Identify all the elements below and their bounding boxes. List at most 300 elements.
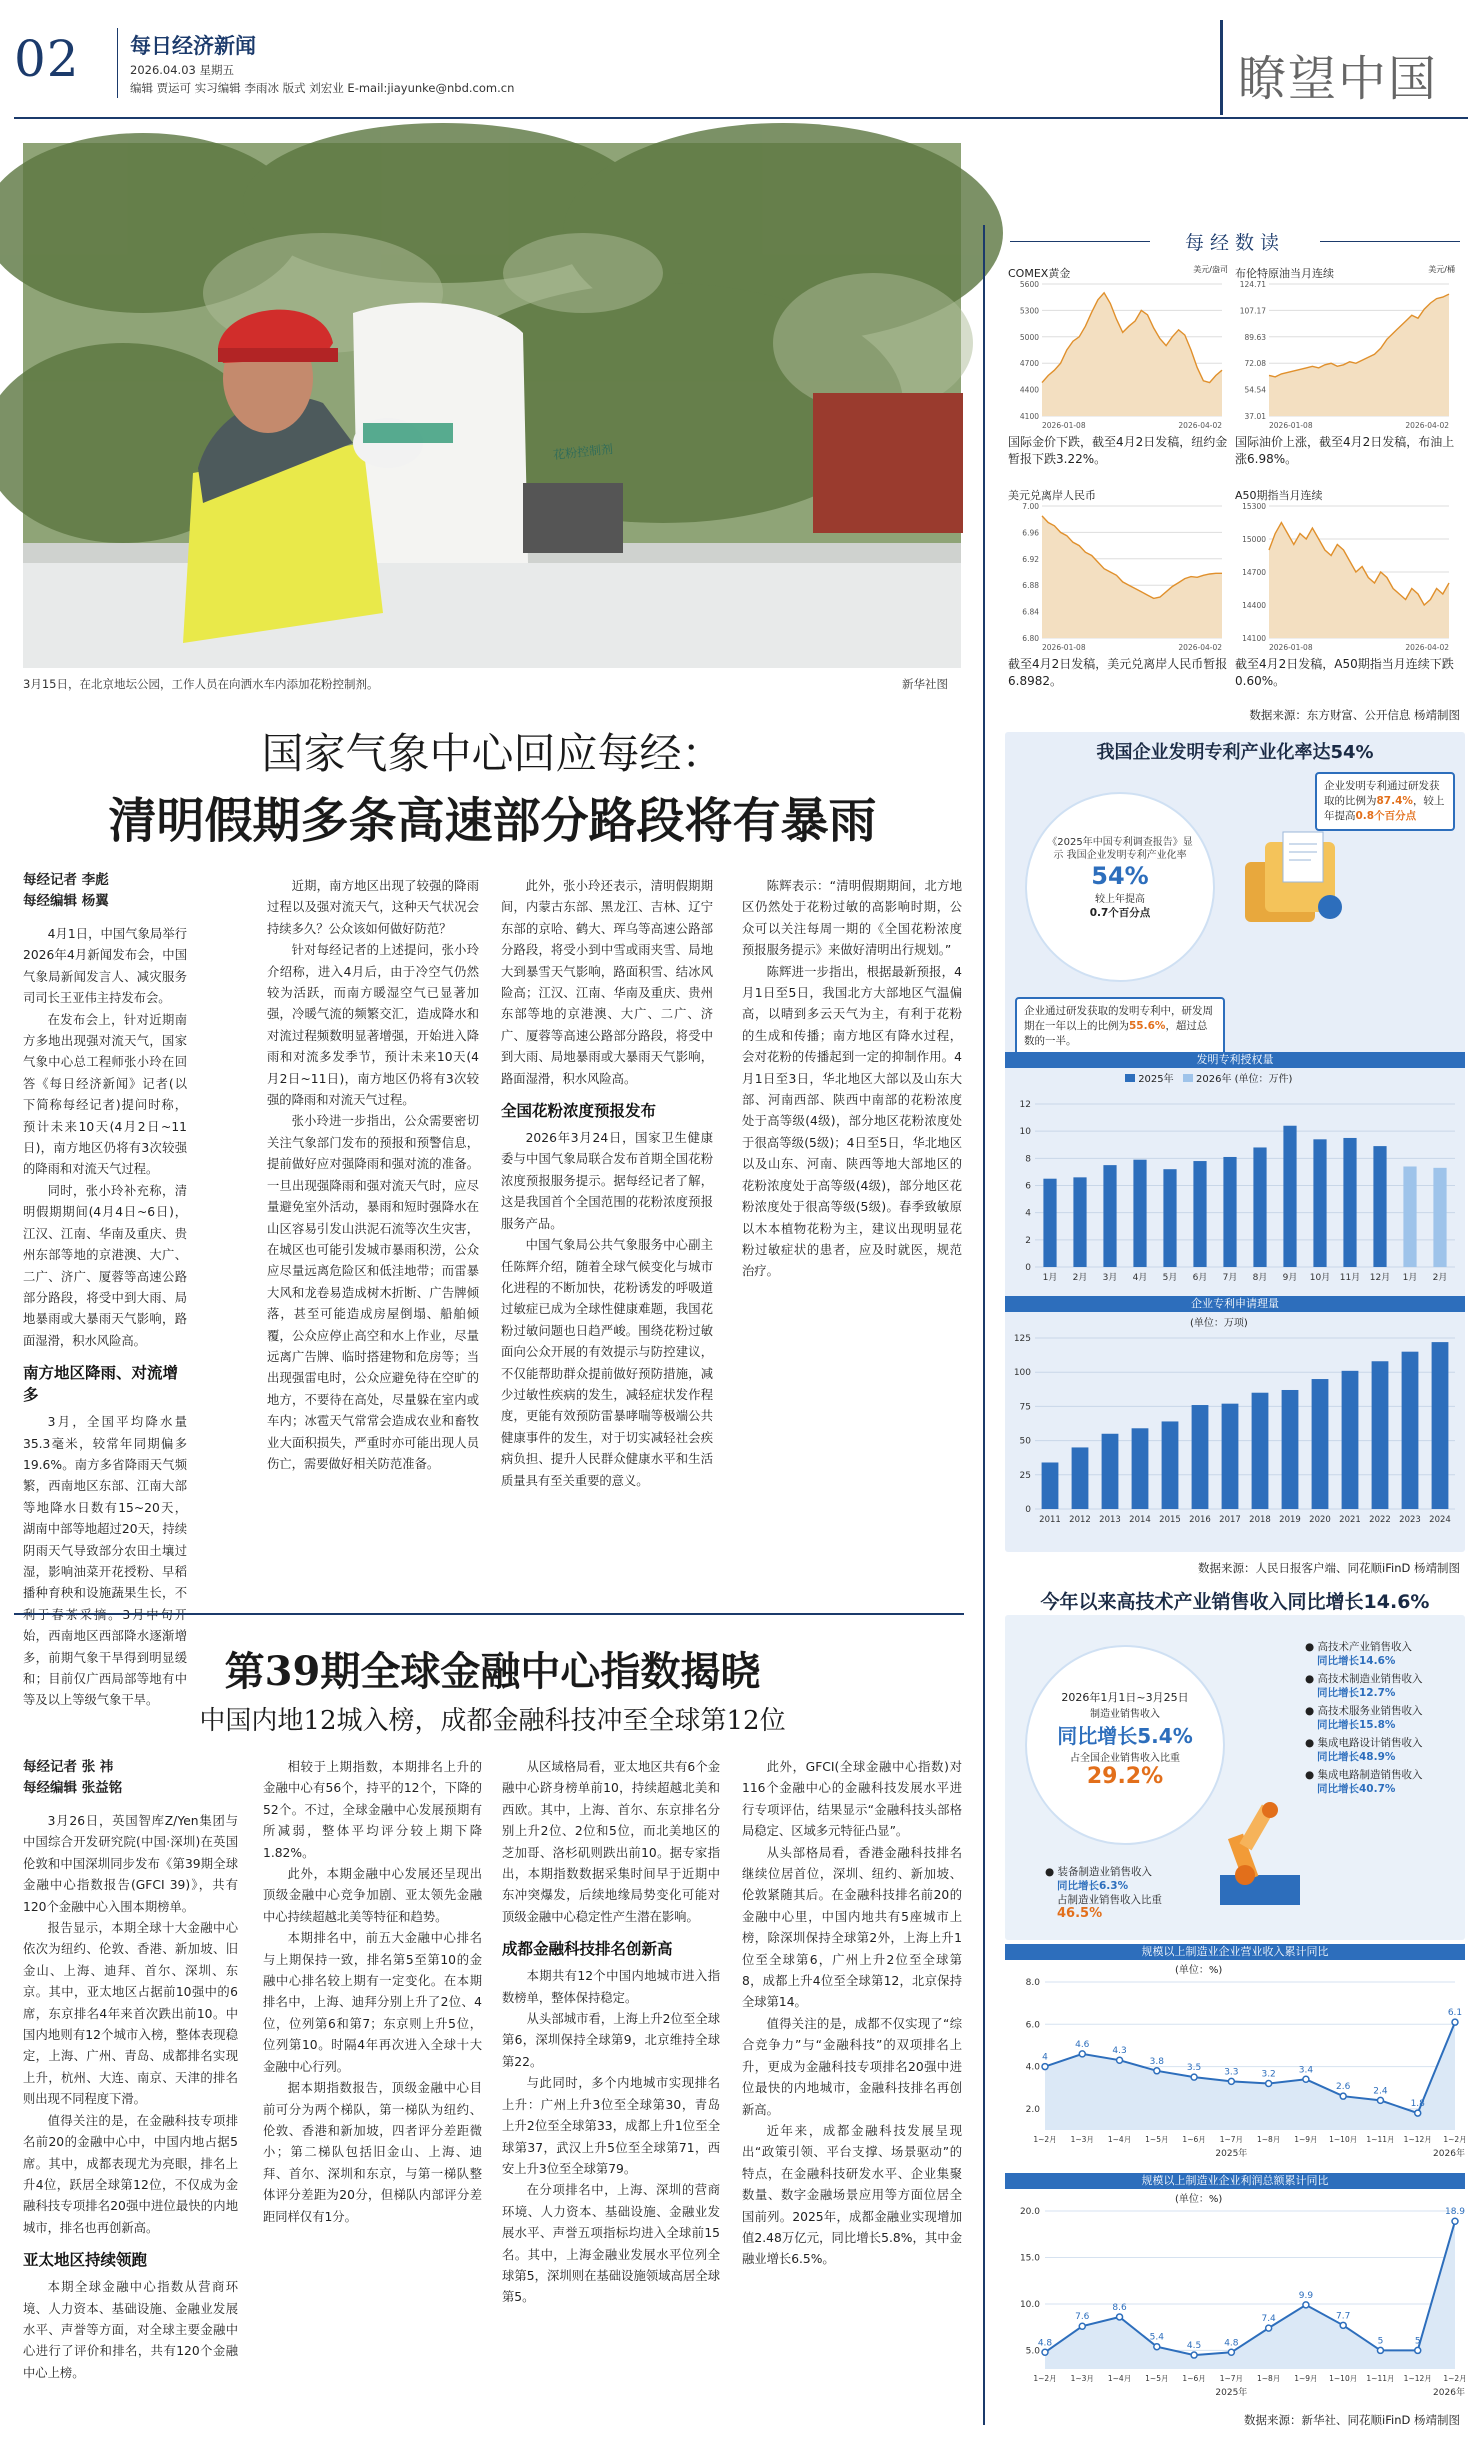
- x-tick-label: 2026-01-08: [1269, 643, 1313, 652]
- story2-para: 报告显示，本期全球十大金融中心依次为纽约、伦敦、香港、新加坡、旧金山、上海、迪拜、首尔、深圳、东京。其中，亚太地区占据前10强中的6席，东京排名4年来首次跌出前10。中国内地则有12个城市入榜，整体表现稳定，上海、广州、青岛、成都排名实现上升，杭州、大连、南京、天津的排名则出现不同程度下滑。: [23, 1921, 238, 2107]
- data-point: [1191, 2074, 1197, 2080]
- x-tick-label: 1月: [1042, 1273, 1058, 1283]
- bubble1-text-2: ，较上年提高: [1324, 795, 1445, 822]
- bar: [1223, 1157, 1236, 1267]
- series-area: [1042, 293, 1222, 416]
- tick-label: 15300: [1242, 502, 1266, 511]
- hitech-list: [1305, 1640, 1460, 1800]
- equip-share: 46.5%: [1057, 1906, 1103, 1921]
- x-tick-label: 1~10月: [1329, 2135, 1358, 2144]
- patent-title: 我国企业发明专利产业化率达54%: [1096, 742, 1374, 763]
- bar: [1222, 1404, 1239, 1509]
- story1-para: 中国气象局公共气象服务中心副主任陈辉介绍，随着全球气候变化与城市化进程的不断加快，花粉诱发的呼吸道过敏症已成为全球性健康难题，我国花粉过敏问题也日趋严峻。围绕花粉过敏面向公众开展的有效提示与防控建议，不仅能帮助群众提前做好预防措施，减少过敏性疾病的发生，减轻症状发作程度，更能有效预防雷暴哮喘等极端公共健康事件的发生，对于切实减轻社会疾病负担、提升人民群众健康水平和生活质量具有至关重要的意义。: [501, 1238, 713, 1488]
- mini-chart-a50: [1235, 484, 1455, 694]
- x-tick-label: 2月: [1072, 1273, 1088, 1283]
- hitech-item: ● 集成电路设计销售收入 同比增长48.9%: [1305, 1737, 1423, 1763]
- data-label: 18.9: [1444, 2207, 1466, 2218]
- x-tick-label: 2月: [1432, 1273, 1448, 1283]
- x-tick-label: 8月: [1252, 1273, 1268, 1283]
- x-tick-label: 1~11月: [1366, 2374, 1395, 2383]
- story1-headline-2: 清明假期多条高速部分路段将有暴雨: [108, 793, 877, 849]
- x-tick-label: 2022: [1369, 1515, 1391, 1525]
- x-tick-label: 1~2月: [1443, 2135, 1467, 2144]
- data-label: 3.5: [1186, 2063, 1202, 2074]
- series-area: [1045, 2221, 1455, 2369]
- bar: [1312, 1379, 1329, 1509]
- data-point: [1228, 2078, 1234, 2084]
- year-label: 2025年: [1215, 2388, 1248, 2398]
- header-rule: [14, 117, 1468, 119]
- bar: [1313, 1139, 1326, 1267]
- chart-patent-unit: (单位：万件): [1234, 1074, 1293, 1085]
- bar: [1343, 1138, 1356, 1267]
- patent-report: 《2025年中国专利调查报告》显示 我国企业发明专利产业化率: [1047, 837, 1193, 861]
- x-tick-label: 1~9月: [1294, 2135, 1318, 2144]
- data-label: 4.3: [1112, 2046, 1127, 2057]
- patent-panel: [1005, 732, 1465, 1552]
- hitech-title: 今年以来高技术产业销售收入同比增长14.6%: [1040, 1591, 1430, 1613]
- chart-profit-svg: [1005, 2197, 1465, 2407]
- chart-patent-title: 发明专利授权量: [1005, 1052, 1465, 1068]
- hitech-item-name: 高技术服务业销售收入: [1317, 1705, 1423, 1717]
- hitech-label-1: 制造业销售收入: [1090, 1709, 1160, 1720]
- tick-label: 100: [1013, 1368, 1031, 1379]
- bar: [1252, 1393, 1269, 1509]
- story1-col3: [501, 876, 713, 1605]
- tick-label: 20.0: [1019, 2207, 1040, 2217]
- data-point: [1117, 2314, 1123, 2320]
- story2-para: 从区域格局看，亚太地区共有6个金融中心跻身榜单前10，持续超越北美和西欧。其中，上海、首尔、东京排名分别上升2位、2位和5位，而北美地区的芝加哥、洛杉矶则跌出前10。据专家指出，本期指数数据采集时间早于近期中东冲突爆发，后续地缘局势变化可能对顶级金融中心稳定性产生潜在影响。: [502, 1760, 720, 1924]
- story2-reporter: 每经记者 张 祎: [23, 1759, 114, 1775]
- hitech-item-growth: 同比增长12.7%: [1317, 1687, 1396, 1699]
- bar: [1283, 1126, 1296, 1267]
- tick-label: 107.17: [1239, 306, 1266, 316]
- tick-label: 12: [1019, 1100, 1031, 1110]
- bar: [1162, 1421, 1179, 1509]
- mini-chart-brent: [1235, 262, 1455, 472]
- story1-para: 针对每经记者的上述提问，张小玲介绍称，进入4月后，由于冷空气仍然较为活跃，而南方暖湿空气已显著加强，冷暖气流的频繁交汇，造成降水和对流过程频数明显著增强，开始进入降雨和对流多发季节，预计未来10天(4月2日~11日)，南方地区仍将有3次较强的降雨和对流天气过程。: [267, 943, 479, 1108]
- data-point: [1452, 2218, 1458, 2224]
- mini-chart-caption: 国际油价上涨，截至4月2日发稿，布油上涨6.98%。: [1235, 435, 1455, 466]
- data-label: 4.5: [1186, 2341, 1202, 2352]
- robot-illustration: [1205, 1765, 1315, 1915]
- hitech-item: ● 高技术产业销售收入 同比增长14.6%: [1305, 1641, 1412, 1667]
- story2-para: 本期全球金融中心指数从营商环境、人力资本、基础设施、金融业发展水平、声誉等方面，对全球主要金融中心进行了评价和排名，共有120个金融中心上榜。: [23, 2280, 238, 2380]
- story2-col3: [502, 1757, 720, 2437]
- story1-para: 3月，全国平均降水量35.3毫米，较常年同期偏多19.6%。南方多省降雨天气频繁，西南地区东部、江南大部等地降水日数有15~20天，湖南中部等地超过20天，持续阴雨天气导致部分农田土壤过湿，影响油菜开花授粉、早稻播种育秧和设施蔬果生长，不 始，西南地区西部降水逐渐增多，前期气象干旱得到明显缓和；目前仅广西局部等地有中等及以上等级气象干旱。: [23, 1415, 187, 1708]
- data-point: [1303, 2076, 1309, 2082]
- data-point: [1079, 2323, 1085, 2329]
- tick-label: 6: [1025, 1181, 1031, 1192]
- x-tick-label: 2011: [1039, 1515, 1061, 1525]
- tick-label: 5.0: [1025, 2346, 1040, 2357]
- data-label: 5.4: [1149, 2332, 1164, 2343]
- tick-label: 6.88: [1022, 581, 1039, 591]
- bar: [1433, 1168, 1446, 1267]
- x-tick-label: 2026-01-08: [1269, 421, 1313, 430]
- story1-para: 2026年3月24日，国家卫生健康委与中国气象局联合发布首期全国花粉浓度预报服务提示。据每经记者了解，这是我国首个全国范围的花粉浓度预报服务产品。: [501, 1131, 713, 1231]
- hitech-item: ● 集成电路制造销售收入 同比增长40.7%: [1305, 1769, 1423, 1795]
- data-point: [1117, 2057, 1123, 2063]
- editor-credits: 编辑 贾运可 实习编辑 李雨冰 版式 刘宏业 E-mail:jiayunke@nbd.com.cn: [130, 81, 515, 95]
- tick-label: 50: [1019, 1436, 1031, 1447]
- patent-rate-note2: 0.7个百分点: [1089, 907, 1151, 919]
- hitech-item-growth: 同比增长48.9%: [1317, 1751, 1396, 1763]
- data-label: 3.4: [1298, 2065, 1314, 2076]
- patent-bubble-2: [1015, 997, 1225, 1056]
- year-label: 2026年: [1433, 2388, 1465, 2398]
- x-tick-label: 2017: [1219, 1515, 1241, 1525]
- x-tick-label: 1~7月: [1219, 2135, 1244, 2144]
- story1-para: 4月1日，中国气象局举行2026年4月新闻发布会，中国气象局新闻发言人、减灾服务司司长王亚伟主持发布会。: [23, 927, 187, 1006]
- x-tick-label: 2026-04-02: [1178, 643, 1222, 652]
- title-rule-right: [1320, 241, 1460, 242]
- story2-para: 据本期指数报告，顶级金融中心目前可分为两个梯队，第一梯队为纽约、伦敦、香港和新加坡，四者评分差距微小；第二梯队包括旧金山、上海、迪拜、首尔、深圳和东京，与第一梯队整体评分差距为20分，但梯队内部评分差距同样仅有1分。: [263, 2081, 482, 2224]
- patent-bubble-1: [1315, 772, 1455, 831]
- hitech-item: ● 高技术制造业销售收入 同比增长12.7%: [1305, 1673, 1423, 1699]
- hitech-item-growth: 同比增长14.6%: [1317, 1655, 1396, 1667]
- x-tick-label: 2012: [1069, 1515, 1091, 1525]
- story2-para: 近年来，成都金融科技发展呈现出“政策引领、平台支撑、场景驱动”的特点，在金融科技研发水平、企业集聚数量、数字金融场景应用等方面位居全国前列。2025年，成都金融业实现增加值2.48万亿元，同比增长5.8%，其中金融业增长6.5%。: [742, 2123, 962, 2267]
- chart-rev-title: 规模以上制造业企业营业收入累计同比: [1005, 1944, 1465, 1960]
- chart-rev-unit: (单位：%): [1175, 1965, 1223, 1976]
- mini-chart-title: 美元兑离岸人民币: [1008, 489, 1096, 502]
- tank-label: 花粉控制剂: [552, 441, 614, 463]
- data-label: 4.8: [1224, 2338, 1239, 2349]
- tick-label: 14100: [1242, 634, 1266, 643]
- chart-apply-svg: [1005, 1324, 1465, 1534]
- bar: [1403, 1166, 1416, 1267]
- story1-para: 陈辉进一步指出，根据最新预报，4月1日至5日，我国北方大部地区气温偏高，以晴到多云天气为主，有利于花粉的生成和传播；南方地区有降水过程，会对花粉的传播起到一定的抑制作用。4月1日至3日，华北地区大部以及山东大部、河南西部、陕西中南部的花粉浓度处于高等级(4级)，部分地区花粉浓度处于很高等级(5级)；4日至5日，华北地区以及山东、河南、陕西等地大部地区的花粉浓度处于高等级(4级)，部分地区花粉浓度处于很高等级(5级)。春季致敏原以木本植物花粉为主，建议出现明显花粉过敏症状的患者，应及时就医，规范治疗。: [742, 964, 962, 1279]
- tick-label: 7.00: [1022, 502, 1039, 511]
- tick-label: 6.92: [1022, 554, 1039, 564]
- data-label: 9.9: [1298, 2290, 1314, 2301]
- data-label: 8.6: [1112, 2302, 1127, 2313]
- tick-label: 25: [1019, 1470, 1031, 1481]
- tick-label: 4.0: [1025, 2062, 1040, 2073]
- hitech-item-growth: 同比增长15.8%: [1317, 1719, 1396, 1731]
- header-divider: [117, 28, 118, 98]
- x-tick-label: 2026-04-02: [1405, 421, 1449, 430]
- x-tick-label: 1~10月: [1329, 2374, 1358, 2383]
- tick-label: 89.63: [1244, 332, 1266, 342]
- tick-label: 4100: [1019, 412, 1039, 421]
- hitech-growth: 同比增长5.4%: [1057, 1724, 1193, 1748]
- tick-label: 124.71: [1239, 280, 1266, 289]
- x-tick-label: 1~8月: [1256, 2135, 1281, 2144]
- source-note-2: 数据来源：人民日报客户端、同花顺iFinD 杨靖制图: [1198, 1561, 1460, 1575]
- x-tick-label: 2018: [1249, 1515, 1271, 1525]
- data-label: 2.4: [1373, 2086, 1388, 2097]
- x-tick-label: 5月: [1162, 1273, 1178, 1283]
- bubble2-text: 企业通过研发获取的发明专利中，研发周期在一年以上的比例为: [1024, 1005, 1213, 1032]
- x-tick-label: 1~5月: [1145, 2135, 1169, 2144]
- tick-label: 0: [1025, 1505, 1031, 1515]
- bar: [1253, 1147, 1266, 1267]
- mini-chart-title: A50期指当月连续: [1235, 489, 1323, 502]
- data-point: [1266, 2080, 1272, 2086]
- data-label: 5: [1414, 2336, 1421, 2347]
- x-tick-label: 10月: [1309, 1273, 1331, 1283]
- bar: [1193, 1161, 1206, 1267]
- story2-col2: [263, 1757, 482, 2437]
- data-point: [1154, 2068, 1160, 2074]
- bar: [1192, 1405, 1209, 1509]
- mini-chart-title: 布伦特原油当月连续: [1235, 267, 1334, 280]
- x-tick-label: 2021: [1339, 1515, 1361, 1525]
- data-label: 2.6: [1336, 2082, 1351, 2093]
- data-point: [1452, 2019, 1458, 2025]
- story1-col2: [267, 876, 479, 1605]
- tick-label: 6.80: [1022, 634, 1039, 643]
- story2-subheadline: 中国内地12城入榜，成都金融科技冲至全球第12位: [199, 1706, 786, 1736]
- paper-name: 每日经济新闻: [130, 33, 256, 58]
- tick-label: 14400: [1242, 601, 1266, 610]
- tick-label: 15.0: [1019, 2253, 1040, 2264]
- data-label: 3.8: [1149, 2056, 1164, 2067]
- patent-illustration: [1235, 822, 1355, 932]
- data-point: [1266, 2325, 1272, 2331]
- section-bar: [1220, 20, 1223, 115]
- story2-editor: 每经编辑 张益铭: [23, 1780, 123, 1796]
- story2-para: 与此同时，多个内地城市实现排名上升：广州上升3位至全球第30，青岛上升2位至全球第33，成都上升1位至全球第37，武汉上升5位至全球第71，西安上升3位至全球第79。: [502, 2076, 720, 2176]
- story1-subhead-1: 南方地区降雨、对流增多: [23, 1364, 179, 1405]
- data-label: 4: [1042, 2052, 1048, 2063]
- bubble2-text-2: ，超过总数的一半。: [1024, 1020, 1208, 1047]
- story1-col1: [23, 870, 187, 1708]
- x-tick-label: 1~11月: [1366, 2135, 1395, 2144]
- mini-chart-title: COMEX黄金: [1008, 267, 1071, 280]
- patent-rate-note1: 较上年提高: [1095, 894, 1145, 905]
- bar: [1373, 1146, 1386, 1267]
- x-tick-label: 2013: [1099, 1515, 1121, 1525]
- tick-label: 4700: [1019, 359, 1039, 369]
- story2-para: 从头部格局看，香港金融科技排名继续位居首位，深圳、纽约、新加坡、伦敦紧随其后。在金融科技排名前20的金融中心里，中国内地共有5座城市上榜，除深圳保持全球第2外，上海上升1位至全球第6，广州上升2位至全球第8，成都上升4位至全球第12，北京保持全球第14。: [742, 1845, 962, 2010]
- story1-subhead-2: 全国花粉浓度预报发布: [501, 1102, 657, 1121]
- x-tick-label: 1~4月: [1107, 2374, 1132, 2383]
- chart-profit-unit: (单位：%): [1175, 2194, 1223, 2205]
- story1-para: 此外，张小玲还表示，清明假期期间，内蒙古东部、黑龙江、吉林、辽宁东部的京哈、鹤大、珲乌等高速公路部分路段，将受小到中雪或雨夹雪、局地大到暴雪天气影响，路面积雪、结冰风险高；江汉、江南、华南及重庆、贵州东部等地的京港澳、大广、二广、济广、厦蓉等高速公路部分路段，将受中到大雨、局地暴雨或大暴雨天气影响，路面湿滑，积水风险高。: [501, 879, 713, 1086]
- data-point: [1340, 2093, 1346, 2099]
- year-label: 2026年: [1433, 2149, 1465, 2159]
- equip-share-label: 占制造业销售收入比重: [1057, 1894, 1162, 1906]
- bubble1-text: 企业发明专利通过研发获取的比例为: [1324, 780, 1440, 807]
- bar: [1103, 1165, 1116, 1267]
- tick-label: 37.01: [1244, 412, 1266, 421]
- tick-label: 4400: [1019, 385, 1039, 395]
- x-tick-label: 1~8月: [1256, 2374, 1281, 2383]
- x-tick-label: 9月: [1282, 1273, 1298, 1283]
- chart-patent-svg: [1005, 1082, 1465, 1292]
- bubble2-value: 55.6%: [1129, 1020, 1166, 1032]
- source-note-3: 数据来源：新华社、同花顺iFinD 杨靖制图: [1244, 2413, 1460, 2427]
- story1-col4: [742, 876, 962, 1605]
- mini-chart-unit: 美元/桶: [1428, 265, 1455, 274]
- data-point: [1377, 2347, 1383, 2353]
- bar: [1282, 1390, 1299, 1509]
- x-tick-label: 2019: [1279, 1515, 1301, 1525]
- story2-para: 值得关注的是，在金融科技专项排名前20的金融中心中，中国内地占据5席。其中，成都表现尤为亮眼，排名上升4位，跃居全球第12位，不仅成为金融科技专项排名20强中进位最快的内地城市，排名也再创新高。: [23, 2113, 238, 2235]
- story1-headline-1: 国家气象中心回应每经：: [261, 729, 724, 778]
- story2-para: 本期共有12个中国内地城市进入指数榜单，整体保持稳定。: [502, 1969, 720, 2005]
- tick-label: 5300: [1019, 306, 1039, 316]
- data-point: [1377, 2097, 1383, 2103]
- tick-label: 10: [1019, 1127, 1031, 1138]
- x-tick-label: 1~3月: [1070, 2135, 1094, 2144]
- tick-label: 125: [1013, 1334, 1031, 1344]
- x-tick-label: 1月: [1402, 1273, 1418, 1283]
- tick-label: 6.0: [1025, 2020, 1040, 2031]
- tick-label: 72.08: [1244, 359, 1266, 369]
- data-label: 7.6: [1075, 2312, 1090, 2323]
- story2-col4: [742, 1757, 962, 2437]
- mini-chart-gold: [1008, 262, 1228, 472]
- photo-caption: 3月15日，在北京地坛公园，工作人员在向洒水车内添加花粉控制剂。: [23, 677, 379, 691]
- story1-para: 近期，南方地区出现了较强的降雨过程以及强对流天气，这种天气状况会持续多久？公众该如何做好防范？: [267, 879, 479, 936]
- photo-credit: 新华社图: [902, 677, 948, 691]
- bar: [1072, 1447, 1089, 1509]
- tick-label: 8.0: [1025, 1978, 1040, 1988]
- hitech-circle: [1025, 1645, 1225, 1845]
- data-point: [1340, 2322, 1346, 2328]
- equip-growth: 同比增长6.3%: [1057, 1880, 1129, 1892]
- story2-headline: 第39期全球金融中心指数揭晓: [224, 1648, 761, 1695]
- tick-label: 4: [1025, 1208, 1031, 1219]
- bar: [1042, 1462, 1059, 1509]
- data-point: [1415, 2110, 1421, 2116]
- story2-para: 在分项排名中，上海、深圳的营商环境、人力资本、基础设施、金融业发展水平、声誉五项指标均进入全球前15名。其中，上海金融业发展水平位列全球第5，深圳则在基础设施领域高居全球第5。: [502, 2183, 720, 2305]
- data-point: [1042, 2064, 1048, 2070]
- data-point: [1228, 2349, 1234, 2355]
- bar: [1133, 1160, 1146, 1267]
- mini-chart-unit: 美元/盎司: [1193, 265, 1228, 274]
- x-tick-label: 2026-01-08: [1042, 421, 1086, 430]
- tick-label: 15000: [1242, 535, 1266, 544]
- series-area: [1045, 2022, 1455, 2130]
- x-tick-label: 1~7月: [1219, 2374, 1244, 2383]
- x-tick-label: 1~2月: [1443, 2374, 1467, 2383]
- data-point: [1042, 2349, 1048, 2355]
- bar: [1342, 1371, 1359, 1509]
- equip-name: 装备制造业销售收入: [1057, 1866, 1152, 1878]
- x-tick-label: 2016: [1189, 1515, 1211, 1525]
- story1-para: 同时，张小玲补充称，清明假期期间(4月4日~6日)，江汉、江南、华南及重庆、贵州东部等地的京港澳、大广、二广、济广、厦蓉等高速公路部分路段，将受中到大雨、局地暴雨或大暴雨天气影响，路面湿滑，积水风险高。: [23, 1183, 187, 1348]
- x-tick-label: 1~5月: [1145, 2374, 1169, 2383]
- mini-chart-caption: 截至4月2日发稿，A50期指当月连续下跌0.60%。: [1235, 657, 1454, 688]
- bar: [1402, 1352, 1419, 1509]
- data-point: [1415, 2347, 1421, 2353]
- sidebar-title: 每经数读: [1184, 232, 1285, 254]
- bar: [1432, 1342, 1449, 1509]
- hitech-item-name: 高技术产业销售收入: [1317, 1641, 1412, 1653]
- tick-label: 54.54: [1244, 385, 1266, 395]
- news-photo: [23, 143, 961, 668]
- hitech-share: 29.2%: [1086, 1764, 1164, 1789]
- patent-circle: [1025, 792, 1215, 982]
- hitech-period: 2026年1月1日~3月25日: [1061, 1691, 1189, 1704]
- hitech-label-2: 占全国企业销售收入比重: [1070, 1753, 1180, 1764]
- x-tick-label: 2026-01-08: [1042, 643, 1086, 652]
- section-title: 瞭望中国: [1238, 51, 1439, 107]
- title-rule-left: [1010, 241, 1150, 242]
- tick-label: 8: [1025, 1154, 1031, 1165]
- tick-label: 6.84: [1022, 607, 1039, 617]
- mini-chart-caption: 截至4月2日发稿，美元兑离岸人民币暂报6.8982。: [1008, 657, 1228, 688]
- story2-para: 从头部城市看，上海上升2位至全球第6，深圳保持全球第9，北京维持全球第22。: [502, 2012, 720, 2069]
- bar: [1372, 1361, 1389, 1509]
- chart-apply-unit: (单位：万项): [1190, 1318, 1248, 1329]
- tick-label: 75: [1019, 1402, 1031, 1413]
- hitech-item-name: 集成电路设计销售收入: [1317, 1737, 1423, 1749]
- x-tick-label: 7月: [1222, 1273, 1238, 1283]
- data-label: 4.6: [1075, 2039, 1090, 2050]
- hitech-item-growth: 同比增长40.7%: [1317, 1783, 1396, 1795]
- x-tick-label: 1~2月: [1033, 2374, 1057, 2383]
- legend-2025: 2025年: [1138, 1074, 1174, 1085]
- mini-chart-caption: 国际金价下跌，截至4月2日发稿，纽约金暂报下跌3.22%。: [1008, 435, 1228, 466]
- data-point: [1079, 2051, 1085, 2057]
- story2-para: 本期排名中，前五大金融中心排名与上期保持一致，排名第5至第10的金融中心排名较上期有一定变化。在本期排名中，上海、迪拜分别上升了2位、4位，位列第6和第7；东京则上升5位，位列第10。时隔4年再次进入全球十大金融中心行列。: [263, 1931, 482, 2074]
- tick-label: 14700: [1242, 568, 1266, 577]
- story-divider: [14, 1613, 964, 1615]
- story1-editor: 每经编辑 杨翼: [23, 893, 109, 909]
- legend-2026: 2026年: [1196, 1074, 1232, 1085]
- equip-block: ● 装备制造业销售收入 同比增长6.3% 占制造业销售收入比重 46.5%: [1045, 1865, 1215, 1921]
- x-tick-label: 2026-04-02: [1178, 421, 1222, 430]
- hitech-item-name: 高技术制造业销售收入: [1317, 1673, 1423, 1685]
- data-point: [1154, 2344, 1160, 2350]
- chart-rev-svg: [1005, 1968, 1465, 2168]
- x-tick-label: 12月: [1369, 1273, 1391, 1283]
- data-label: 1.8: [1410, 2099, 1425, 2110]
- mini-chart-usdcnh: [1008, 484, 1228, 694]
- x-tick-label: 2023: [1399, 1515, 1421, 1525]
- x-tick-label: 2024: [1429, 1515, 1451, 1525]
- tick-label: 10.0: [1019, 2299, 1040, 2310]
- story2-subhead-2: 成都金融科技排名创新高: [502, 1940, 673, 1959]
- hitech-item: ● 高技术服务业销售收入 同比增长15.8%: [1305, 1705, 1423, 1731]
- issue-date: 2026.04.03 星期五: [130, 63, 234, 77]
- story2-para: 此外，GFCI(全球金融中心指数)对116个金融中心的金融科技发展水平进行专项评估，结果显示“金融科技头部格局稳定、区域多元特征凸显”。: [742, 1760, 962, 1839]
- chart-profit-title: 规模以上制造业企业利润总额累计同比: [1005, 2173, 1465, 2189]
- x-tick-label: 1~6月: [1182, 2135, 1206, 2144]
- x-tick-label: 4月: [1132, 1273, 1148, 1283]
- bar: [1043, 1179, 1056, 1267]
- x-tick-label: 2026-04-02: [1405, 643, 1449, 652]
- data-point: [1191, 2352, 1197, 2358]
- year-label: 2025年: [1215, 2149, 1248, 2159]
- data-label: 6.1: [1447, 2008, 1463, 2019]
- data-label: 7.7: [1336, 2311, 1351, 2322]
- sidebar-divider: [983, 225, 985, 2425]
- story1-para: 在发布会上，针对近期南方多地出现强对流天气，国家气象中心总工程师张小玲在回答《每日经济新闻》记者(以下简称每经记者)提问时称，预计未来10天(4月2日~11日)，南方地区仍将有3次较强的降雨和对流天气过程。: [23, 1012, 187, 1177]
- data-label: 4.8: [1037, 2338, 1053, 2349]
- tick-label: 2.0: [1025, 2104, 1040, 2115]
- x-tick-label: 11月: [1339, 1273, 1361, 1283]
- tick-label: 5000: [1019, 332, 1039, 342]
- x-tick-label: 1~2月: [1033, 2135, 1057, 2144]
- story2-para: 相较于上期指数，本期排名上升的金融中心有56个，持平的12个，下降的52个。不过，全球金融中心发展预期有所减弱，整体平均评分较上期下降1.82%。: [263, 1760, 482, 1860]
- data-label: 7.4: [1261, 2314, 1276, 2325]
- x-tick-label: 1~12月: [1403, 2374, 1432, 2383]
- story1-para: 张小玲进一步指出，公众需要密切关注气象部门发布的预报和预警信息，提前做好应对强降雨和强对流的准备。一旦出现强降雨和强对流天气时，应尽量避免室外活动，暴雨和短时强降水在山区容易引发山洪泥石流等次生灾害，在城区也可能引发城市暴雨积涝，公众应尽量远离危险区和低洼地带；而雷暴大风和龙卷易造成树木折断、广告牌倾落，甚至可能造成房屋倒塌、船舶倾覆，公众应停止高空和水上作业，尽量远离广告牌、临时搭建物和危房等；当出现强雷电时，公众应避免待在空旷的地方，不要待在高处，尽量躲在室内或车内；冰雹天气常常会造成农业和畜牧业大面积损失，严重时亦可能出现人员伤亡，需要做好相关防范准备。: [267, 1114, 479, 1471]
- story2-col1: [23, 1757, 238, 2437]
- story2-para: 3月26日，英国智库Z/Yen集团与中国综合开发研究院(中国·深圳)在英国伦敦和中国深圳同步发布《第39期全球金融中心指数报告(GFCI 39)》，共有120个金融中心入围本期榜单。: [23, 1814, 238, 1914]
- page-number: 02: [14, 30, 80, 88]
- tick-label: 0: [1025, 1263, 1031, 1273]
- bar: [1073, 1177, 1086, 1267]
- story2-subhead-1: 亚太地区持续领跑: [23, 2251, 148, 2270]
